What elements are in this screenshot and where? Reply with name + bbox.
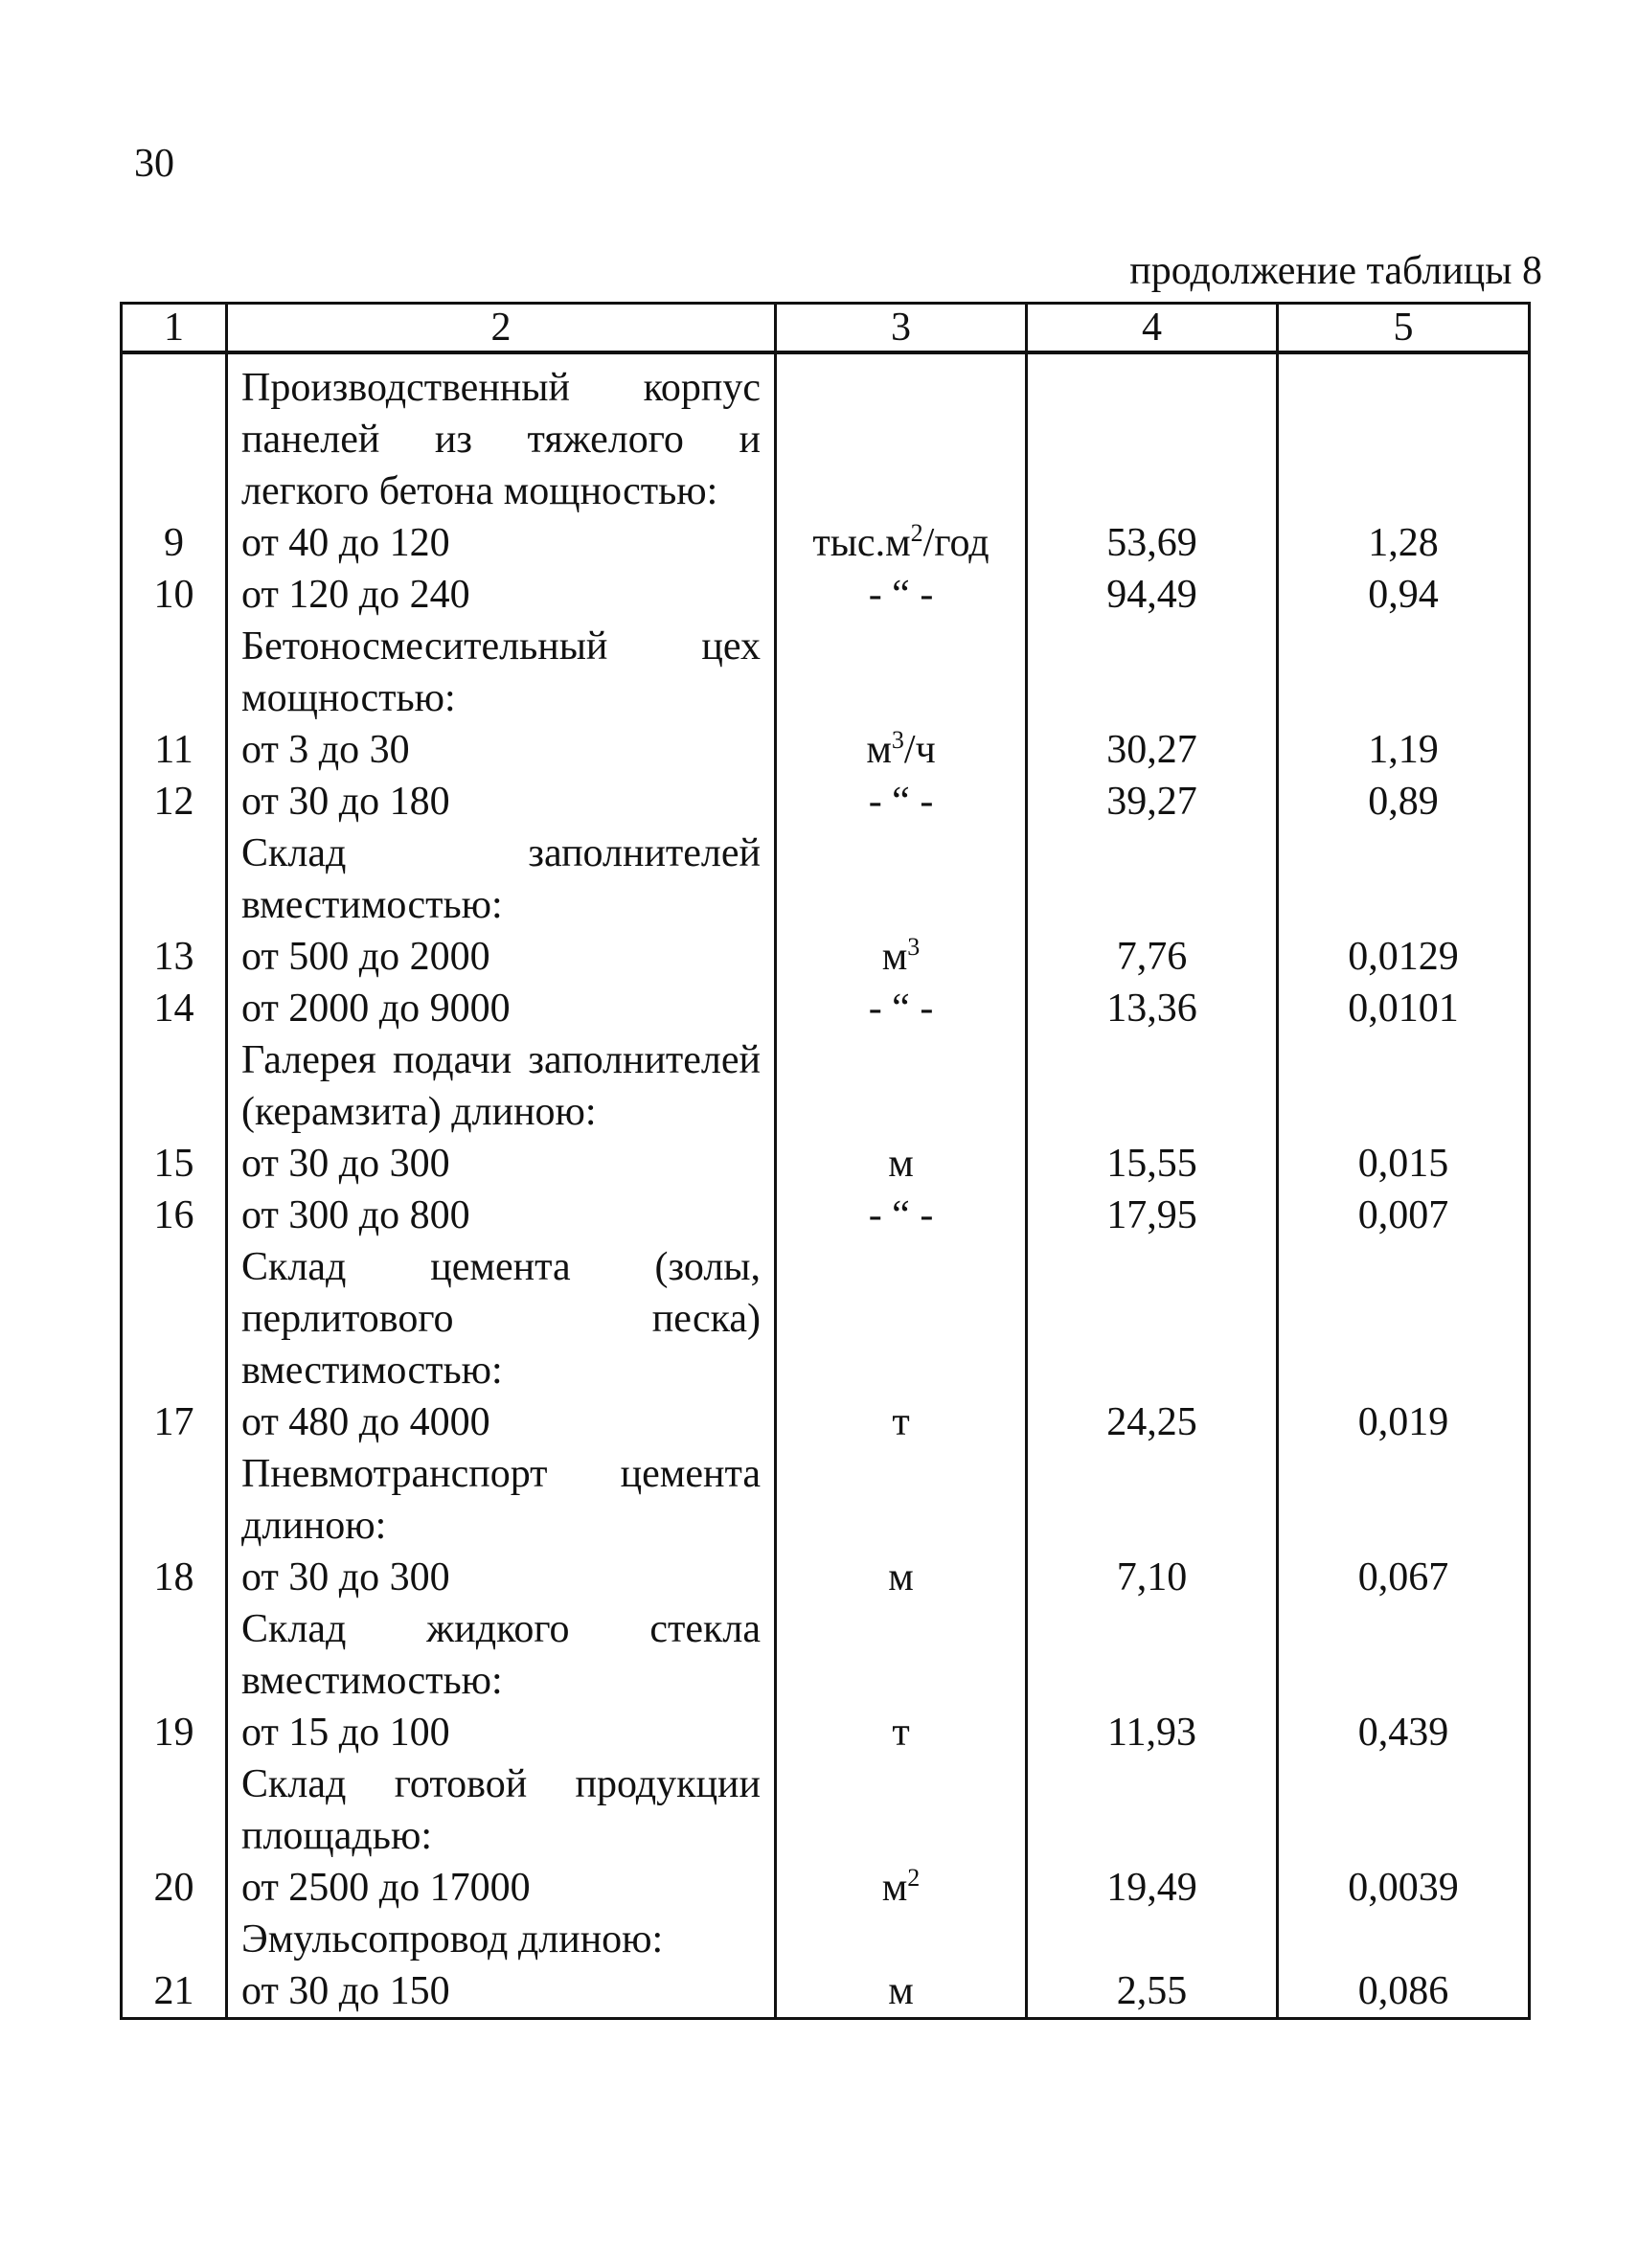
- section-heading-row: [122, 1914, 1530, 1965]
- section-heading-row: [122, 1241, 1530, 1396]
- unit-of-measure: - “ -: [776, 1190, 1027, 1241]
- column-5-value: 0,067: [1278, 1552, 1530, 1603]
- row-number: 15: [122, 1138, 227, 1190]
- value-cell: [1027, 828, 1278, 931]
- column-4-value: 24,25: [1027, 1396, 1278, 1448]
- column-5-value: 1,19: [1278, 724, 1530, 776]
- table-row: [122, 1707, 1530, 1758]
- row-number: 21: [122, 1965, 227, 2019]
- unit-of-measure: - “ -: [776, 983, 1027, 1034]
- section-heading: Эмульсопровод длиною:: [227, 1914, 776, 1965]
- row-number-cell: [122, 1914, 227, 1965]
- value-cell: [1027, 1914, 1278, 1965]
- value-cell: [1278, 352, 1530, 517]
- row-number-cell: [122, 1448, 227, 1552]
- unit-of-measure: $тыс.м^2$/год: [776, 517, 1027, 569]
- value-cell: [1027, 621, 1278, 724]
- unit-of-measure: м: [776, 1965, 1027, 2019]
- capacity-range: от 300 до 800: [227, 1190, 776, 1241]
- unit-of-measure: - “ -: [776, 776, 1027, 828]
- capacity-range: от 40 до 120: [227, 517, 776, 569]
- unit-of-measure: $м^2$: [776, 1862, 1027, 1914]
- row-number: 11: [122, 724, 227, 776]
- column-header: 2: [227, 304, 776, 353]
- value-cell: [1027, 1241, 1278, 1396]
- row-number: 17: [122, 1396, 227, 1448]
- value-cell: [1027, 352, 1278, 517]
- column-5-value: 0,0039: [1278, 1862, 1530, 1914]
- data-table: [120, 302, 1531, 2020]
- unit-of-measure: м: [776, 1138, 1027, 1190]
- unit-cell: [776, 1034, 1027, 1138]
- capacity-range: от 3 до 30: [227, 724, 776, 776]
- column-header: 1: [122, 304, 227, 353]
- unit-cell: [776, 352, 1027, 517]
- row-number: 18: [122, 1552, 227, 1603]
- section-heading: Склад цемента (золы, перлитового песка) вместимостью:: [227, 1241, 776, 1396]
- column-number-row: [122, 304, 1530, 353]
- section-heading-row: [122, 1603, 1530, 1707]
- value-cell: [1278, 1603, 1530, 1707]
- section-heading: Склад готовой продукции площадью:: [227, 1758, 776, 1862]
- column-5-value: 0,019: [1278, 1396, 1530, 1448]
- section-heading: Бетоносмесительный цех мощностью:: [227, 621, 776, 724]
- capacity-range: от 30 до 150: [227, 1965, 776, 2019]
- section-heading-row: [122, 621, 1530, 724]
- value-cell: [1027, 1758, 1278, 1862]
- section-heading: Склад жидкого стекла вместимостью:: [227, 1603, 776, 1707]
- value-cell: [1027, 1603, 1278, 1707]
- value-cell: [1027, 1034, 1278, 1138]
- row-number: 20: [122, 1862, 227, 1914]
- section-heading-row: [122, 1034, 1530, 1138]
- section-heading-row: [122, 1448, 1530, 1552]
- capacity-range: от 15 до 100: [227, 1707, 776, 1758]
- value-cell: [1278, 1758, 1530, 1862]
- row-number: 13: [122, 931, 227, 983]
- row-number: 9: [122, 517, 227, 569]
- section-heading: Галерея подачи заполнителей (керамзита) длиною:: [227, 1034, 776, 1138]
- unit-cell: [776, 828, 1027, 931]
- value-cell: [1027, 1448, 1278, 1552]
- table-row: [122, 724, 1530, 776]
- column-4-value: 7,10: [1027, 1552, 1278, 1603]
- column-header: 4: [1027, 304, 1278, 353]
- column-5-value: 1,28: [1278, 517, 1530, 569]
- column-4-value: 13,36: [1027, 983, 1278, 1034]
- column-5-value: 0,94: [1278, 569, 1530, 621]
- section-heading-row: [122, 352, 1530, 517]
- column-5-value: 0,086: [1278, 1965, 1530, 2019]
- capacity-range: от 2500 до 17000: [227, 1862, 776, 1914]
- table-row: [122, 931, 1530, 983]
- table-row: [122, 1138, 1530, 1190]
- table-row: [122, 1190, 1530, 1241]
- row-number: 10: [122, 569, 227, 621]
- capacity-range: от 2000 до 9000: [227, 983, 776, 1034]
- row-number: 12: [122, 776, 227, 828]
- table-row: [122, 517, 1530, 569]
- column-header: 5: [1278, 304, 1530, 353]
- capacity-range: от 500 до 2000: [227, 931, 776, 983]
- unit-of-measure: - “ -: [776, 569, 1027, 621]
- table-body: [122, 352, 1530, 2019]
- column-4-value: 94,49: [1027, 569, 1278, 621]
- row-number-cell: [122, 828, 227, 931]
- capacity-range: от 480 до 4000: [227, 1396, 776, 1448]
- column-5-value: 0,0101: [1278, 983, 1530, 1034]
- table-row: [122, 1862, 1530, 1914]
- row-number: 16: [122, 1190, 227, 1241]
- column-4-value: 11,93: [1027, 1707, 1278, 1758]
- column-4-value: 30,27: [1027, 724, 1278, 776]
- value-cell: [1278, 1448, 1530, 1552]
- table-row: [122, 983, 1530, 1034]
- unit-cell: [776, 1241, 1027, 1396]
- column-5-value: 0,439: [1278, 1707, 1530, 1758]
- unit-of-measure: т: [776, 1396, 1027, 1448]
- unit-of-measure: т: [776, 1707, 1027, 1758]
- unit-cell: [776, 1914, 1027, 1965]
- unit-cell: [776, 1448, 1027, 1552]
- unit-cell: [776, 1603, 1027, 1707]
- row-number-cell: [122, 1603, 227, 1707]
- page-number: 30: [134, 142, 174, 186]
- column-4-value: 2,55: [1027, 1965, 1278, 2019]
- unit-cell: [776, 1758, 1027, 1862]
- column-header: 3: [776, 304, 1027, 353]
- table-row: [122, 569, 1530, 621]
- column-4-value: 17,95: [1027, 1190, 1278, 1241]
- row-number: 14: [122, 983, 227, 1034]
- capacity-range: от 30 до 180: [227, 776, 776, 828]
- value-cell: [1278, 1241, 1530, 1396]
- unit-of-measure: $м^3/ч$: [776, 724, 1027, 776]
- row-number-cell: [122, 352, 227, 517]
- column-4-value: 39,27: [1027, 776, 1278, 828]
- column-4-value: 15,55: [1027, 1138, 1278, 1190]
- column-5-value: 0,015: [1278, 1138, 1530, 1190]
- column-4-value: 19,49: [1027, 1862, 1278, 1914]
- unit-of-measure: м: [776, 1552, 1027, 1603]
- value-cell: [1278, 828, 1530, 931]
- column-4-value: 53,69: [1027, 517, 1278, 569]
- section-heading: Склад заполнителей вместимостью:: [227, 828, 776, 931]
- column-4-value: 7,76: [1027, 931, 1278, 983]
- capacity-range: от 120 до 240: [227, 569, 776, 621]
- table-row: [122, 1396, 1530, 1448]
- value-cell: [1278, 1034, 1530, 1138]
- table-row: [122, 1965, 1530, 2019]
- section-heading: Производственный корпус панелей из тяжелого и легкого бетона мощностью:: [227, 352, 776, 517]
- row-number-cell: [122, 621, 227, 724]
- table-row: [122, 776, 1530, 828]
- unit-cell: [776, 621, 1027, 724]
- section-heading-row: [122, 828, 1530, 931]
- row-number-cell: [122, 1241, 227, 1396]
- value-cell: [1278, 1914, 1530, 1965]
- section-heading: Пневмотранспорт цемента длиною:: [227, 1448, 776, 1552]
- row-number: 19: [122, 1707, 227, 1758]
- column-5-value: 0,89: [1278, 776, 1530, 828]
- table-caption: продолжение таблицы 8: [1129, 249, 1542, 293]
- value-cell: [1278, 621, 1530, 724]
- section-heading-row: [122, 1758, 1530, 1862]
- column-5-value: 0,007: [1278, 1190, 1530, 1241]
- capacity-range: от 30 до 300: [227, 1552, 776, 1603]
- unit-of-measure: $м^3$: [776, 931, 1027, 983]
- column-5-value: 0,0129: [1278, 931, 1530, 983]
- table-row: [122, 1552, 1530, 1603]
- capacity-range: от 30 до 300: [227, 1138, 776, 1190]
- row-number-cell: [122, 1034, 227, 1138]
- row-number-cell: [122, 1758, 227, 1862]
